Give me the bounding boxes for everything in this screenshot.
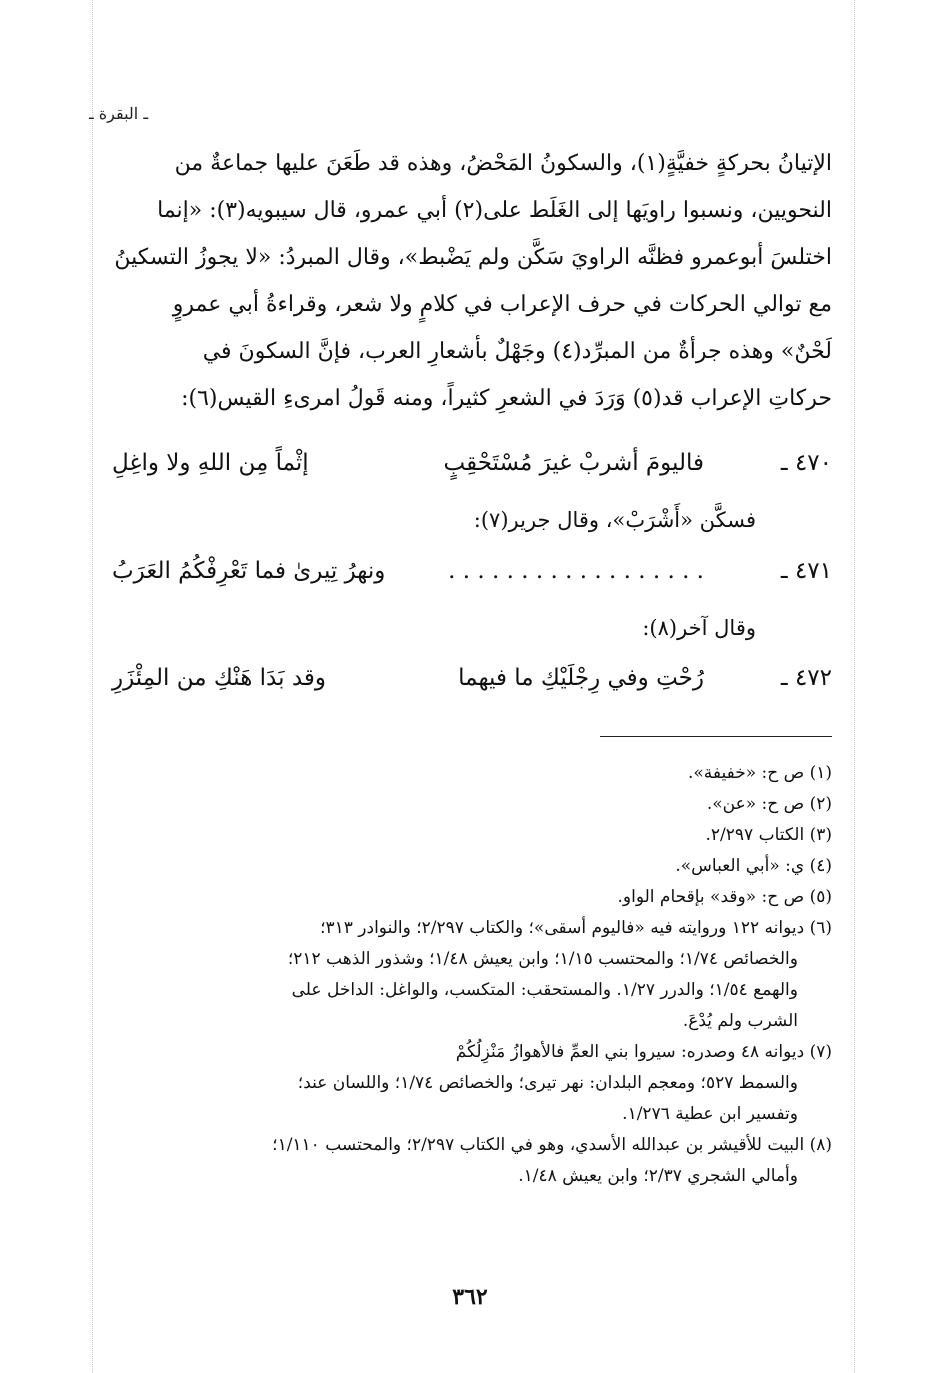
body-line: لَحْنٌ» وهذه جرأةٌ من المبرِّد(٤) وجَهْلٌ بأشعارِ العرب، فإنَّ السكونَ في — [202, 339, 832, 364]
footnote-continuation: والخصائص ١/٧٤؛ والمحتسب ١/١٥؛ وابن يعيش ١/٤٨؛ وشذور الذهب ٢١٢؛ — [287, 949, 798, 969]
verse-second-hemistich: ونهرُ تِيرىٰ فما تَعْرِفْكُمُ العَرَبُ — [112, 558, 386, 584]
footnote: (٥) ص ح: «وقد» بإقحام الواو. — [617, 887, 832, 907]
verse-472 — [112, 655, 832, 701]
body-line: حركاتِ الإعراب قد(٥) وَرَدَ في الشعرِ كثيراً، ومنه قَولُ امرىءِ القيس(٦): — [181, 386, 832, 411]
footnote: (٤) ي: «أبي العباس». — [675, 856, 832, 876]
scan-guide-line — [854, 0, 855, 1373]
footnote: (٨) البيت للأقيشر بن عبدالله الأسدي، وهو في الكتاب ٢/٢٩٧؛ والمحتسب ١/١١٠؛ — [272, 1135, 832, 1155]
verse-second-hemistich: إثْماً مِن اللهِ ولا واغِلِ — [112, 450, 309, 476]
verse-number: ٤٧٠ ـ — [780, 450, 832, 476]
footnotes — [112, 758, 832, 1192]
verse-first-hemistich-elided: . . . . . . . . . . . . . . . . . . — [448, 558, 704, 584]
footnote-separator — [600, 736, 832, 737]
verse-number: ٤٧١ ـ — [780, 558, 832, 584]
footnote-continuation: وتفسير ابن عطية ١/٢٧٦. — [622, 1104, 798, 1124]
verse-first-hemistich: فاليومَ أشربْ غيرَ مُسْتَحْقِبٍ — [443, 450, 704, 476]
verse-number: ٤٧٢ ـ — [780, 665, 832, 691]
footnote: (٦) ديوانه ١٢٢ وروايته فيه «فاليوم أسقى»؛ والكتاب ٢/٢٩٧؛ والنوادر ٣١٣؛ — [320, 918, 832, 938]
scan-guide-line — [92, 0, 93, 1373]
verse-first-hemistich: رُحْتِ وفي رِجْلَيْكِ ما فيهما — [458, 665, 704, 691]
body-paragraph — [112, 140, 832, 422]
footnote: (٣) الكتاب ٢/٢٩٧. — [705, 825, 832, 845]
footnote: (٧) ديوانه ٤٨ وصدره: سيروا بني العمِّ فالأهوازُ مَنْزِلُكُمْ — [455, 1042, 832, 1062]
running-header: ـ البقرة ـ — [89, 104, 148, 123]
verse-commentary: وقال آخر(٨): — [642, 616, 756, 640]
body-line: اختلسَ أبوعمرو فظنَّه الراويَ سَكَّن ولم يَضْبط»، وقال المبردُ: «لا يجوزُ التسكينُ — [114, 245, 832, 270]
footnote-continuation: وأمالي الشجري ٢/٣٧؛ وابن يعيش ١/٤٨. — [518, 1166, 798, 1186]
footnote: (١) ص ح: «خفيفة». — [687, 763, 832, 783]
footnote-continuation: والسمط ٥٢٧؛ ومعجم البلدان: نهر تيرى؛ والخصائص ١/٧٤؛ واللسان عند؛ — [297, 1073, 798, 1093]
verse-471 — [112, 548, 832, 594]
verse-470 — [112, 440, 832, 486]
footnote: (٢) ص ح: «عن». — [706, 794, 832, 814]
verse-commentary: فسكَّن «أَشْرَبْ»، وقال جرير(٧): — [473, 508, 756, 532]
body-line: النحويين، ونسبوا راويَها إلى الغَلَط على(٢) أبي عمرو، قال سيبويه(٣): «إنما — [157, 198, 832, 223]
page-number: ٣٦٢ — [452, 1284, 488, 1310]
body-line: الإتيانُ بحركةٍ خفيَّةٍ(١)، والسكونُ المَحْضُ، وهذه قد طَعَنَ عليها جماعةٌ من — [174, 151, 832, 176]
body-line: مع توالي الحركات في حرف الإعراب في كلامٍ ولا شعر، وقراءةُ أبي عمروٍ — [172, 292, 832, 317]
verse-second-hemistich: وقد بَدَا هَنْكِ من المِئْزَرِ — [112, 665, 326, 691]
footnote-continuation: والهمع ١/٥٤؛ والدرر ١/٢٧. والمستحقب: المتكسب، والواغل: الداخل على — [291, 980, 798, 1000]
footnote-continuation: الشرب ولم يُدْعَ. — [682, 1011, 798, 1031]
